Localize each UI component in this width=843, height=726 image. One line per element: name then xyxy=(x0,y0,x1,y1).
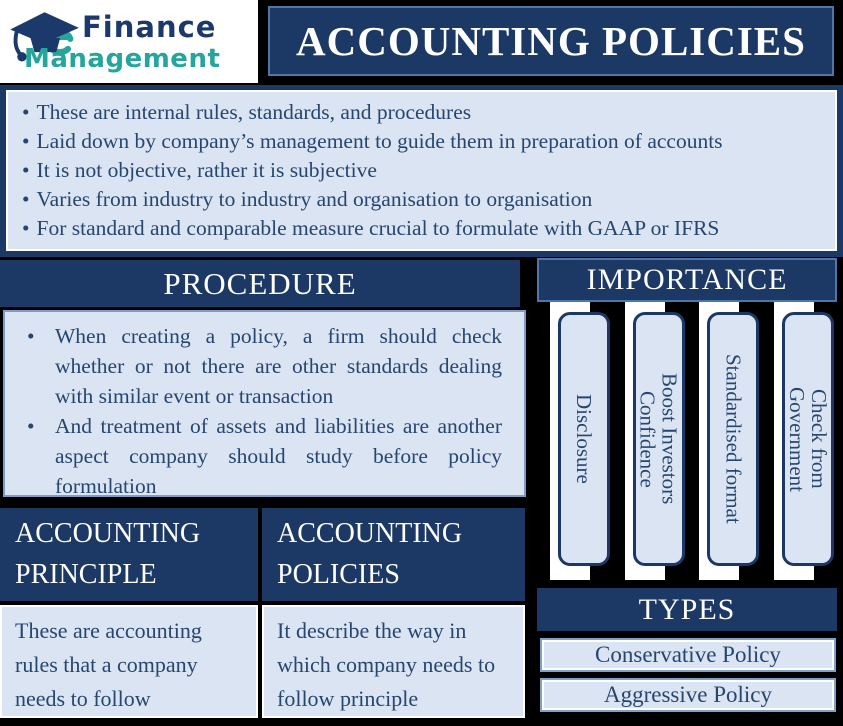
overview-bullet xyxy=(22,185,827,214)
procedure-bullet-text: And treatment of assets and liabilities are another aspect company should study before policy formulation xyxy=(55,414,502,498)
importance-item-box xyxy=(633,312,685,566)
types-heading: TYPES xyxy=(537,588,837,631)
logo-text-finance: Finance xyxy=(82,10,217,44)
overview-bullet xyxy=(22,98,827,127)
comparison-heading-policies: ACCOUNTING POLICIES xyxy=(262,508,525,601)
importance-item xyxy=(695,302,763,580)
overview-bullet xyxy=(22,214,827,243)
procedure-bullet xyxy=(17,321,502,411)
bullet-icon: • xyxy=(22,187,30,211)
procedure-bullet-text: When creating a policy, a firm should check whether or not there are other standards dealing with similar event or transaction xyxy=(55,324,502,408)
type-conservative-policy: Conservative Policy xyxy=(540,638,836,672)
overview-section xyxy=(0,85,843,257)
overview-bullet-text: Laid down by company’s management to guide them in preparation of accounts xyxy=(36,129,723,153)
importance-item xyxy=(770,302,838,580)
bullet-icon: • xyxy=(22,158,30,182)
importance-item-box xyxy=(782,312,834,566)
comparison-body-policies: It describe the way in which company needs to follow principle xyxy=(262,605,525,718)
logo-panel xyxy=(0,0,258,83)
importance-item xyxy=(546,302,614,580)
importance-item xyxy=(621,302,689,580)
importance-item-box xyxy=(558,312,610,566)
overview-bullet-list xyxy=(6,90,837,251)
bullet-icon: • xyxy=(22,216,30,240)
bullet-icon: • xyxy=(27,324,35,348)
comparison-body-principle: These are accounting rules that a company needs to follow xyxy=(0,605,258,718)
procedure-heading: PROCEDURE xyxy=(0,260,520,307)
comparison-heading-principle: ACCOUNTING PRINCIPLE xyxy=(0,508,258,601)
importance-heading: IMPORTANCE xyxy=(537,258,837,302)
logo-text-management: Management xyxy=(24,44,221,74)
importance-item-box xyxy=(707,312,759,566)
importance-items xyxy=(546,302,838,580)
overview-bullet xyxy=(22,127,827,156)
importance-item-label: Disclosure xyxy=(572,394,596,484)
importance-item-label: Check from Government xyxy=(784,386,831,492)
procedure-bullet xyxy=(17,411,502,501)
overview-bullet-text: For standard and comparable measure crucial to formulate with GAAP or IFRS xyxy=(36,216,720,240)
procedure-body xyxy=(3,310,526,497)
overview-bullet-text: These are internal rules, standards, and procedures xyxy=(36,100,472,124)
importance-item-label: Standardised format xyxy=(721,354,746,524)
bullet-icon: • xyxy=(27,414,35,438)
type-aggressive-policy: Aggressive Policy xyxy=(540,678,836,712)
importance-item-label: Boost Investors Confidence xyxy=(635,373,682,505)
bullet-icon: • xyxy=(22,129,30,153)
overview-bullet xyxy=(22,156,827,185)
overview-bullet-text: Varies from industry to industry and organisation to organisation xyxy=(36,187,593,211)
page-title: ACCOUNTING POLICIES xyxy=(268,6,834,76)
overview-bullet-text: It is not objective, rather it is subjective xyxy=(36,158,377,182)
bullet-icon: • xyxy=(22,100,30,124)
